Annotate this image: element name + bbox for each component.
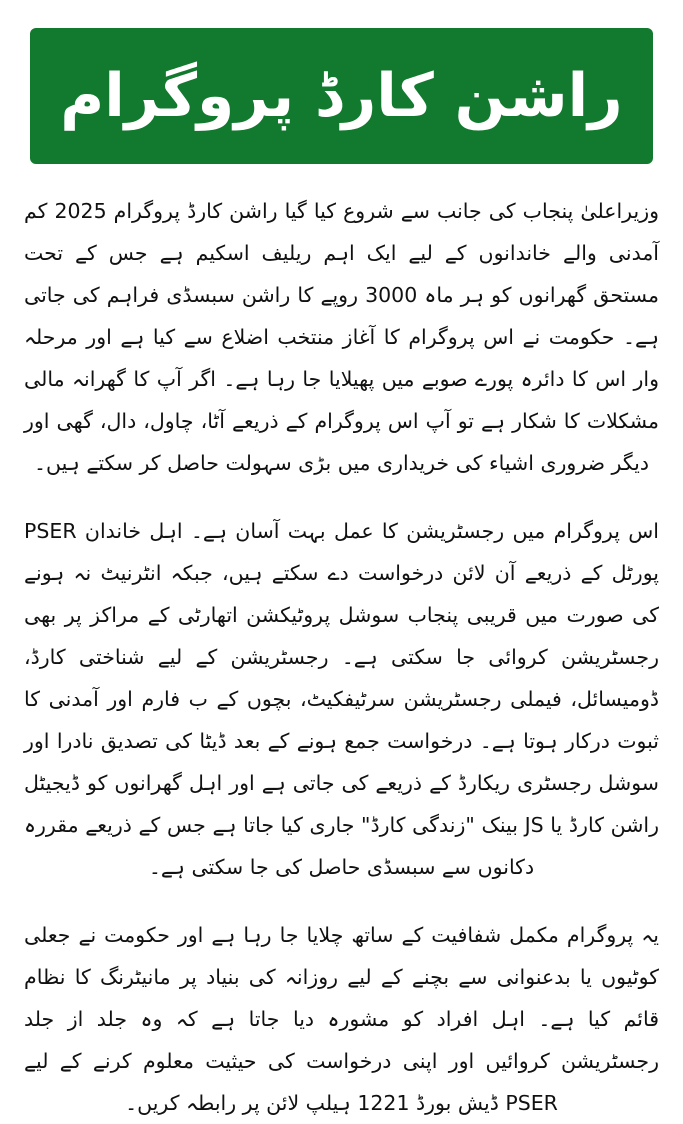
program-title-banner xyxy=(30,28,653,164)
page-title: راشن کارڈ پروگرام xyxy=(60,60,623,131)
article-body xyxy=(18,190,665,1124)
paragraph-1: وزیراعلیٰ پنجاب کی جانب سے شروع کیا گیا راشن کارڈ پروگرام 2025 کم آمدنی والے خاندانوں کے لیے ایک اہم ریلیف اسکیم ہے جس کے تحت مستحق گھرانوں کو ہر ماہ 3000 روپے کا راشن سبسڈی فراہم کی جاتی ہے۔ حکومت نے اس پروگرام کا آغاز منتخب اضلاع سے کیا ہے اور مرحلہ وار اس کا دائرہ پورے صوبے میں پھیلایا جا رہا ہے۔ اگر آپ کا گھرانہ مالی مشکلات کا شکار ہے تو آپ اس پروگرام کے ذریعے آٹا، چاول، دال، گھی اور دیگر ضروری اشیاء کی خریداری میں بڑی سہولت حاصل کر سکتے ہیں۔ xyxy=(24,199,660,476)
paragraph-2: اس پروگرام میں رجسٹریشن کا عمل بہت آسان ہے۔ اہل خاندان PSER پورٹل کے ذریعے آن لائن درخواست دے سکتے ہیں، جبکہ انٹرنیٹ نہ ہونے کی صورت میں قریبی پنجاب سوشل پروٹیکشن اتھارٹی کے مراکز پر بھی رجسٹریشن کروائی جا سکتی ہے۔ رجسٹریشن کے لیے شناختی کارڈ، ڈومیسائل، فیملی رجسٹریشن سرٹیفکیٹ، بچوں کے ب فارم اور آمدنی کا ثبوت درکار ہوتا ہے۔ درخواست جمع ہونے کے بعد ڈیٹا کی تصدیق نادرا اور سوشل رجسٹری ریکارڈ کے ذریعے کی جاتی ہے اور اہل گھرانوں کو ڈیجیٹل راشن کارڈ یا JS بینک "زندگی کارڈ" جاری کیا جاتا ہے جس کے ذریعے مقررہ دکانوں سے سبسڈی حاصل کی جا سکتی ہے۔ xyxy=(24,519,659,880)
paragraph-3: یہ پروگرام مکمل شفافیت کے ساتھ چلایا جا رہا ہے اور حکومت نے جعلی کوٹیوں یا بدعنوانی سے بچنے کے لیے روزانہ کی بنیاد پر مانیٹرنگ کا نظام قائم کیا ہے۔ اہل افراد کو مشورہ دیا جاتا ہے کہ وہ جلد از جلد رجسٹریشن کروائیں اور اپنی درخواست کی حیثیت معلوم کرنے کے لیے PSER ڈیش بورڈ 1221 ہیلپ لائن پر رابطہ کریں۔ xyxy=(24,923,659,1116)
